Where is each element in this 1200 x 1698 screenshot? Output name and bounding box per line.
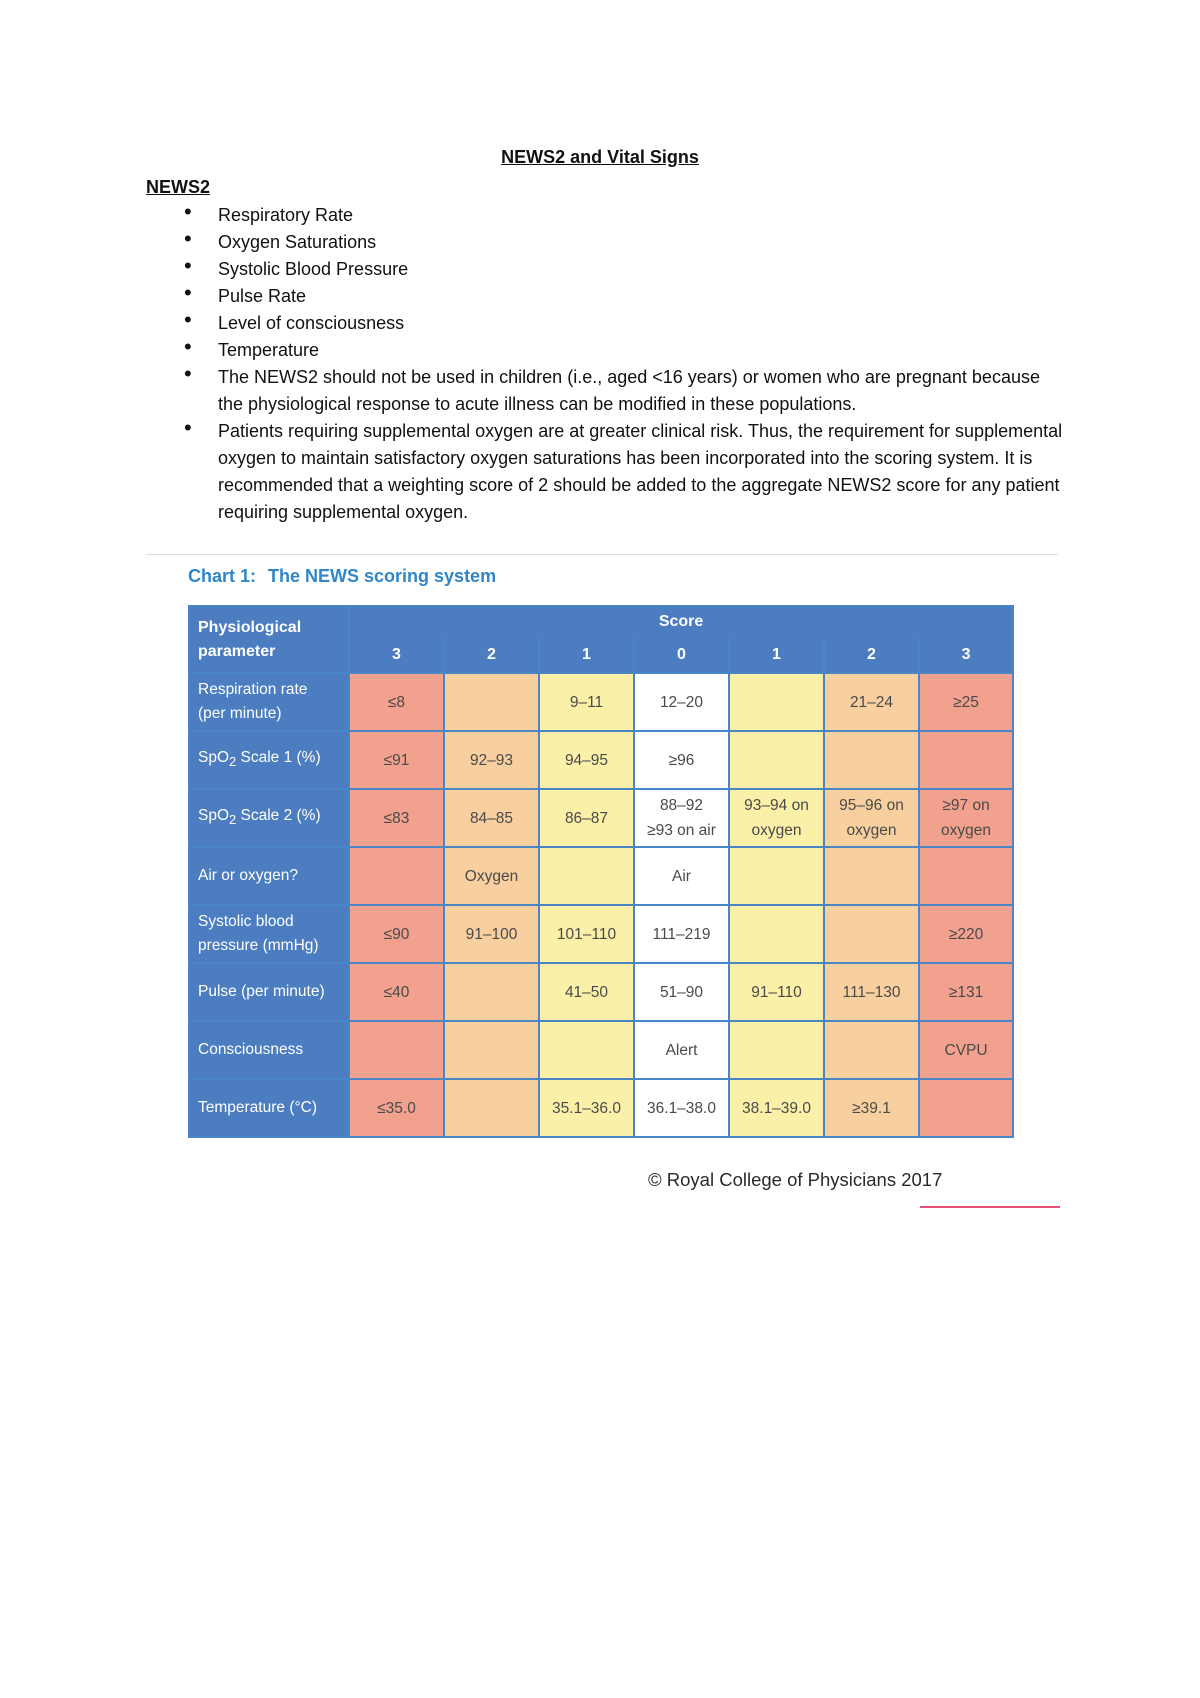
cell-line1: 88–92	[659, 797, 704, 814]
table-row	[189, 847, 1013, 905]
list-item: • Level of consciousness	[146, 310, 1066, 337]
score-col-1-low: 1	[539, 637, 634, 673]
table-cell	[824, 905, 919, 963]
table-cell	[349, 847, 444, 905]
score-col-3-high: 3	[919, 637, 1013, 673]
table-cell: 111–219	[634, 905, 729, 963]
table-cell: ≥25	[919, 673, 1013, 731]
table-cell: ≥96	[634, 731, 729, 789]
table-cell: Alert	[634, 1021, 729, 1079]
table-cell	[729, 905, 824, 963]
table-cell	[539, 847, 634, 905]
parameter-header-line2: parameter	[198, 642, 276, 660]
table-cell	[729, 847, 824, 905]
cell-line2: oxygen	[751, 822, 802, 839]
row-label-subscript: 2	[229, 754, 237, 770]
accent-rule	[920, 1206, 1060, 1208]
table-cell	[349, 1021, 444, 1079]
table-cell: ≤35.0	[349, 1079, 444, 1137]
table-cell: ≤8	[349, 673, 444, 731]
table-cell	[729, 673, 824, 731]
table-cell	[919, 789, 1013, 847]
score-col-2-low: 2	[444, 637, 539, 673]
table-cell	[824, 789, 919, 847]
cell-line1: 93–94 on	[744, 797, 809, 814]
row-label-line1: Respiration rate	[198, 681, 308, 698]
table-cell: ≥131	[919, 963, 1013, 1021]
cell-line1: 95–96 on	[839, 797, 904, 814]
row-label-spo2-scale2	[189, 789, 349, 847]
table-cell: ≤90	[349, 905, 444, 963]
table-row	[189, 673, 1013, 731]
table-cell: 91–100	[444, 905, 539, 963]
table-cell: ≤91	[349, 731, 444, 789]
chart-number: Chart 1:	[188, 566, 257, 586]
table-cell: ≥220	[919, 905, 1013, 963]
table-cell: 101–110	[539, 905, 634, 963]
table-cell: 92–93	[444, 731, 539, 789]
score-col-3-low: 3	[349, 637, 444, 673]
table-cell	[729, 731, 824, 789]
table-cell	[634, 789, 729, 847]
table-cell: 84–85	[444, 789, 539, 847]
cell-line1: ≥97 on	[942, 797, 990, 814]
table-cell	[539, 1021, 634, 1079]
table-cell	[729, 1021, 824, 1079]
table-cell: CVPU	[919, 1021, 1013, 1079]
cell-line2: ≥93 on air	[647, 822, 716, 839]
news-scoring-table	[188, 605, 1014, 1138]
table-cell: ≤83	[349, 789, 444, 847]
row-label-systolic-bp	[189, 905, 349, 963]
chart-title-text: The NEWS scoring system	[268, 566, 497, 586]
divider	[146, 554, 1058, 555]
table-cell: 36.1–38.0	[634, 1079, 729, 1137]
row-label-spo2-scale1	[189, 731, 349, 789]
table-cell: ≤40	[349, 963, 444, 1021]
table-cell: 12–20	[634, 673, 729, 731]
table-cell: 38.1–39.0	[729, 1079, 824, 1137]
cell-line2: oxygen	[941, 822, 992, 839]
list-item: • Patients requiring supplemental oxygen are at greater clinical risk. Thus, the requirement for supplemental oxygen to maintain satisfactory oxygen saturations has been incorporated into the scoring system. It is recommended that a weighting score of 2 should be added to the aggregate NEWS2 score for any patient requiring supplemental oxygen.	[146, 418, 1066, 526]
table-row	[189, 789, 1013, 847]
table-cell	[444, 963, 539, 1021]
row-label-consciousness: Consciousness	[189, 1021, 349, 1079]
row-label-line1: Systolic blood	[198, 913, 294, 930]
table-row	[189, 731, 1013, 789]
table-cell: 9–11	[539, 673, 634, 731]
table-cell	[444, 673, 539, 731]
table-cell	[919, 1079, 1013, 1137]
table-cell	[824, 847, 919, 905]
table-cell: 91–110	[729, 963, 824, 1021]
table-cell: 35.1–36.0	[539, 1079, 634, 1137]
table-row	[189, 1079, 1013, 1137]
row-label-suffix: Scale 1 (%)	[236, 748, 321, 766]
row-label-pulse: Pulse (per minute)	[189, 963, 349, 1021]
row-label-suffix: Scale 2 (%)	[236, 806, 321, 824]
row-label-air-or-oxygen: Air or oxygen?	[189, 847, 349, 905]
row-label-line2: pressure (mmHg)	[198, 937, 319, 954]
table-cell	[919, 847, 1013, 905]
row-label-prefix: SpO	[198, 806, 230, 824]
row-label-respiration	[189, 673, 349, 731]
table-cell: 21–24	[824, 673, 919, 731]
table-cell: 51–90	[634, 963, 729, 1021]
table-cell: 41–50	[539, 963, 634, 1021]
table-cell: 94–95	[539, 731, 634, 789]
table-row	[189, 1021, 1013, 1079]
cell-line2: oxygen	[846, 822, 897, 839]
table-cell: 111–130	[824, 963, 919, 1021]
row-label-temperature: Temperature (°C)	[189, 1079, 349, 1137]
list-item: • Oxygen Saturations	[146, 229, 1066, 256]
copyright-notice: © Royal College of Physicians 2017	[648, 1169, 943, 1190]
table-cell: Oxygen	[444, 847, 539, 905]
bullet-list	[146, 202, 1066, 526]
table-cell: ≥39.1	[824, 1079, 919, 1137]
score-header: Score	[349, 606, 1013, 637]
list-item: • The NEWS2 should not be used in children (i.e., aged <16 years) or women who are pregnant because the physiological response to acute illness can be modified in these populations.	[146, 364, 1066, 418]
table-cell	[824, 1021, 919, 1079]
table-cell	[824, 731, 919, 789]
list-item: • Pulse Rate	[146, 283, 1066, 310]
list-item: • Systolic Blood Pressure	[146, 256, 1066, 283]
list-item: • Respiratory Rate	[146, 202, 1066, 229]
score-col-0: 0	[634, 637, 729, 673]
document-title: NEWS2 and Vital Signs	[501, 147, 699, 167]
table-row	[189, 905, 1013, 963]
table-cell	[919, 731, 1013, 789]
chart-title	[188, 566, 496, 587]
section-heading: NEWS2	[146, 177, 211, 197]
score-col-2-high: 2	[824, 637, 919, 673]
row-label-prefix: SpO	[198, 748, 230, 766]
table-cell	[444, 1079, 539, 1137]
score-col-1-high: 1	[729, 637, 824, 673]
table-cell: Air	[634, 847, 729, 905]
row-label-subscript: 2	[229, 812, 237, 828]
list-item: • Temperature	[146, 337, 1066, 364]
parameter-header-line1: Physiological	[198, 618, 302, 636]
table-cell	[729, 789, 824, 847]
table-cell	[444, 1021, 539, 1079]
table-row	[189, 963, 1013, 1021]
parameter-header	[189, 606, 349, 673]
table-cell: 86–87	[539, 789, 634, 847]
row-label-line2: (per minute)	[198, 705, 282, 722]
